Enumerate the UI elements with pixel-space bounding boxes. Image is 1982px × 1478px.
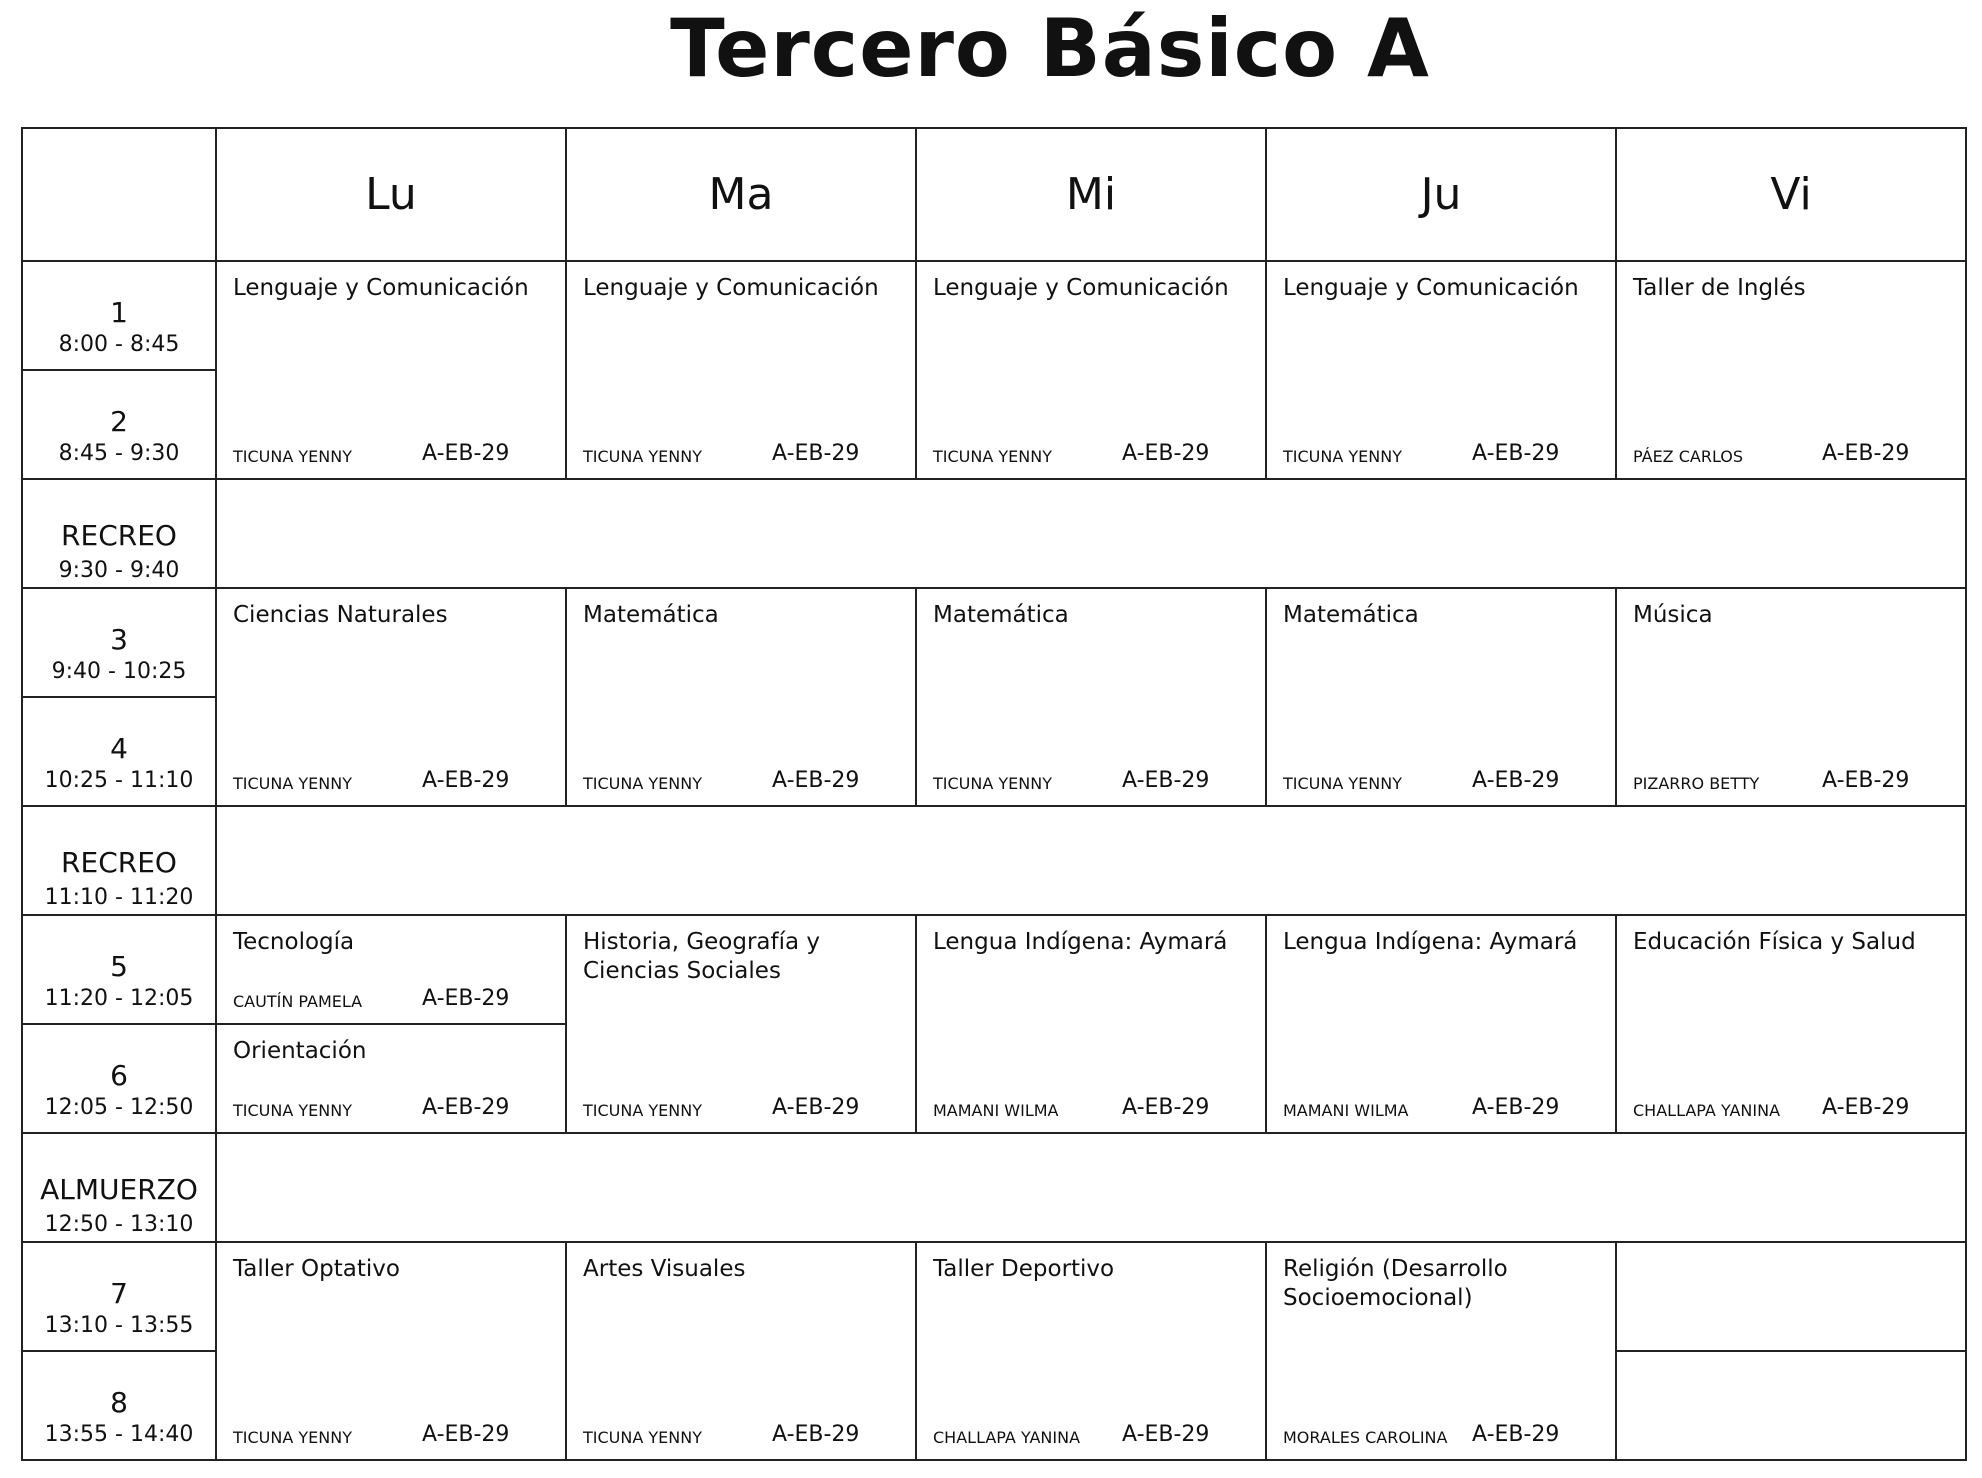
- period-time: 12:05 - 12:50: [44, 1095, 194, 1120]
- period-time: 9:40 - 10:25: [51, 659, 187, 684]
- schedule-table: [21, 127, 1967, 1461]
- teacher: CHALLAPA YANINA: [933, 1428, 1081, 1447]
- class-cell-mi-3: [916, 588, 1266, 806]
- subject: Artes Visuales: [583, 1256, 746, 1282]
- class-cell-ma-5: [566, 915, 916, 1133]
- day-header-mi: Mi: [916, 128, 1266, 261]
- class-cell-lu-5: [216, 915, 566, 1024]
- period-label-4: [22, 697, 216, 806]
- room: A-EB-29: [422, 1422, 510, 1447]
- period-number: 4: [110, 732, 128, 765]
- subject: Lenguaje y Comunicación: [933, 275, 1229, 301]
- class-cell-lu-6: [216, 1024, 566, 1133]
- class-cell-vi-3: [1616, 588, 1966, 806]
- class-cell-mi-1: [916, 261, 1266, 479]
- subject: Música: [1633, 602, 1713, 628]
- day-header-lu: Lu: [216, 128, 566, 261]
- class-cell-vi-5: [1616, 915, 1966, 1133]
- teacher: TICUNA YENNY: [583, 1101, 702, 1120]
- class-cell-ju-5: [1266, 915, 1616, 1133]
- break-label-1: [22, 479, 216, 588]
- subject: Educación Física y Salud: [1633, 929, 1916, 955]
- period-number: 8: [110, 1386, 128, 1419]
- break-name: RECREO: [61, 846, 177, 879]
- teacher: TICUNA YENNY: [933, 447, 1052, 466]
- subject: Taller Optativo: [233, 1256, 400, 1282]
- teacher: TICUNA YENNY: [583, 774, 702, 793]
- day-header-vi: Vi: [1616, 128, 1966, 261]
- period-number: 1: [110, 296, 128, 329]
- break-span-cell: [216, 479, 1966, 588]
- page-title: Tercero Básico A: [670, 2, 1430, 95]
- room: A-EB-29: [1822, 441, 1910, 466]
- break-label-2: [22, 806, 216, 915]
- class-cell-lu-3: [216, 588, 566, 806]
- subject: Lenguaje y Comunicación: [233, 275, 529, 301]
- day-header-ju: Ju: [1266, 128, 1616, 261]
- class-cell-ju-3: [1266, 588, 1616, 806]
- break-time: 11:10 - 11:20: [44, 885, 194, 910]
- room: A-EB-29: [1472, 1422, 1560, 1447]
- subject: Lenguaje y Comunicación: [1283, 275, 1579, 301]
- corner-cell: [22, 128, 216, 261]
- class-cell-vi-8-empty: [1616, 1351, 1966, 1460]
- header-row: [22, 128, 1966, 261]
- room: A-EB-29: [1472, 768, 1560, 793]
- subject: Religión (Desarrollo Socioemocional): [1283, 1256, 1508, 1311]
- teacher: TICUNA YENNY: [233, 774, 352, 793]
- period-time: 8:45 - 9:30: [58, 441, 180, 466]
- room: A-EB-29: [772, 441, 860, 466]
- room: A-EB-29: [422, 441, 510, 466]
- period-time: 13:10 - 13:55: [44, 1313, 194, 1338]
- break-row-1: [22, 479, 1966, 588]
- room: A-EB-29: [1472, 1095, 1560, 1120]
- teacher: PIZARRO BETTY: [1633, 774, 1760, 793]
- teacher: CAUTÍN PAMELA: [233, 992, 363, 1011]
- break-time: 9:30 - 9:40: [58, 558, 180, 583]
- break-name: RECREO: [61, 519, 177, 552]
- teacher: MAMANI WILMA: [1283, 1101, 1409, 1120]
- subject: Tecnología: [233, 929, 355, 955]
- period-number: 5: [110, 950, 128, 983]
- room: A-EB-29: [772, 1422, 860, 1447]
- class-cell-lu-7: [216, 1242, 566, 1460]
- break-span-cell: [216, 1133, 1966, 1242]
- break-name: ALMUERZO: [40, 1173, 198, 1206]
- period-label-2: [22, 370, 216, 479]
- subject: Taller de Inglés: [1633, 275, 1806, 301]
- room: A-EB-29: [1472, 441, 1560, 466]
- break-row-2: [22, 806, 1966, 915]
- class-cell-ma-7: [566, 1242, 916, 1460]
- period-label-6: [22, 1024, 216, 1133]
- class-cell-mi-5: [916, 915, 1266, 1133]
- teacher: MORALES CAROLINA: [1283, 1428, 1448, 1447]
- period-label-3: [22, 588, 216, 697]
- period-number: 2: [110, 405, 128, 438]
- period-row-1: [22, 261, 1966, 370]
- room: A-EB-29: [772, 1095, 860, 1120]
- subject: Lengua Indígena: Aymará: [1283, 929, 1578, 955]
- period-number: 7: [110, 1277, 128, 1310]
- break-label-3: [22, 1133, 216, 1242]
- teacher: TICUNA YENNY: [233, 1428, 352, 1447]
- room: A-EB-29: [1822, 768, 1910, 793]
- class-cell-ma-1: [566, 261, 916, 479]
- subject: Ciencias Naturales: [233, 602, 448, 628]
- class-cell-lu-1: [216, 261, 566, 479]
- subject: Orientación: [233, 1038, 367, 1064]
- room: A-EB-29: [1122, 1422, 1210, 1447]
- period-time: 8:00 - 8:45: [58, 332, 180, 357]
- subject: Matemática: [933, 602, 1069, 628]
- teacher: TICUNA YENNY: [233, 447, 352, 466]
- room: A-EB-29: [1122, 1095, 1210, 1120]
- class-cell-vi-1: [1616, 261, 1966, 479]
- subject: Historia, Geografía y Ciencias Sociales: [583, 929, 821, 984]
- class-cell-vi-7-empty: [1616, 1242, 1966, 1351]
- class-cell-ju-1: [1266, 261, 1616, 479]
- subject: Matemática: [1283, 602, 1419, 628]
- class-cell-ma-3: [566, 588, 916, 806]
- teacher: CHALLAPA YANINA: [1633, 1101, 1781, 1120]
- period-number: 3: [110, 623, 128, 656]
- subject: Lengua Indígena: Aymará: [933, 929, 1228, 955]
- break-span-cell: [216, 806, 1966, 915]
- teacher: MAMANI WILMA: [933, 1101, 1059, 1120]
- room: A-EB-29: [422, 1095, 510, 1120]
- period-label-1: [22, 261, 216, 370]
- room: A-EB-29: [772, 768, 860, 793]
- room: A-EB-29: [1122, 441, 1210, 466]
- subject: Taller Deportivo: [933, 1256, 1115, 1282]
- teacher: PÁEZ CARLOS: [1633, 447, 1744, 466]
- period-label-5: [22, 915, 216, 1024]
- teacher: TICUNA YENNY: [933, 774, 1052, 793]
- break-row-3: [22, 1133, 1966, 1242]
- period-row-5: [22, 915, 1966, 1024]
- period-number: 6: [110, 1059, 128, 1092]
- period-label-7: [22, 1242, 216, 1351]
- period-time: 11:20 - 12:05: [44, 986, 194, 1011]
- period-label-8: [22, 1351, 216, 1460]
- period-row-7: [22, 1242, 1966, 1351]
- subject: Matemática: [583, 602, 719, 628]
- teacher: TICUNA YENNY: [583, 447, 702, 466]
- room: A-EB-29: [1822, 1095, 1910, 1120]
- teacher: TICUNA YENNY: [233, 1101, 352, 1120]
- teacher: TICUNA YENNY: [583, 1428, 702, 1447]
- period-row-3: [22, 588, 1966, 697]
- teacher: TICUNA YENNY: [1283, 774, 1402, 793]
- room: A-EB-29: [1122, 768, 1210, 793]
- period-time: 10:25 - 11:10: [44, 768, 194, 793]
- day-header-ma: Ma: [566, 128, 916, 261]
- teacher: TICUNA YENNY: [1283, 447, 1402, 466]
- break-time: 12:50 - 13:10: [44, 1212, 194, 1237]
- room: A-EB-29: [422, 768, 510, 793]
- class-cell-mi-7: [916, 1242, 1266, 1460]
- period-time: 13:55 - 14:40: [44, 1422, 194, 1447]
- room: A-EB-29: [422, 986, 510, 1011]
- class-cell-ju-7: [1266, 1242, 1616, 1460]
- subject: Lenguaje y Comunicación: [583, 275, 879, 301]
